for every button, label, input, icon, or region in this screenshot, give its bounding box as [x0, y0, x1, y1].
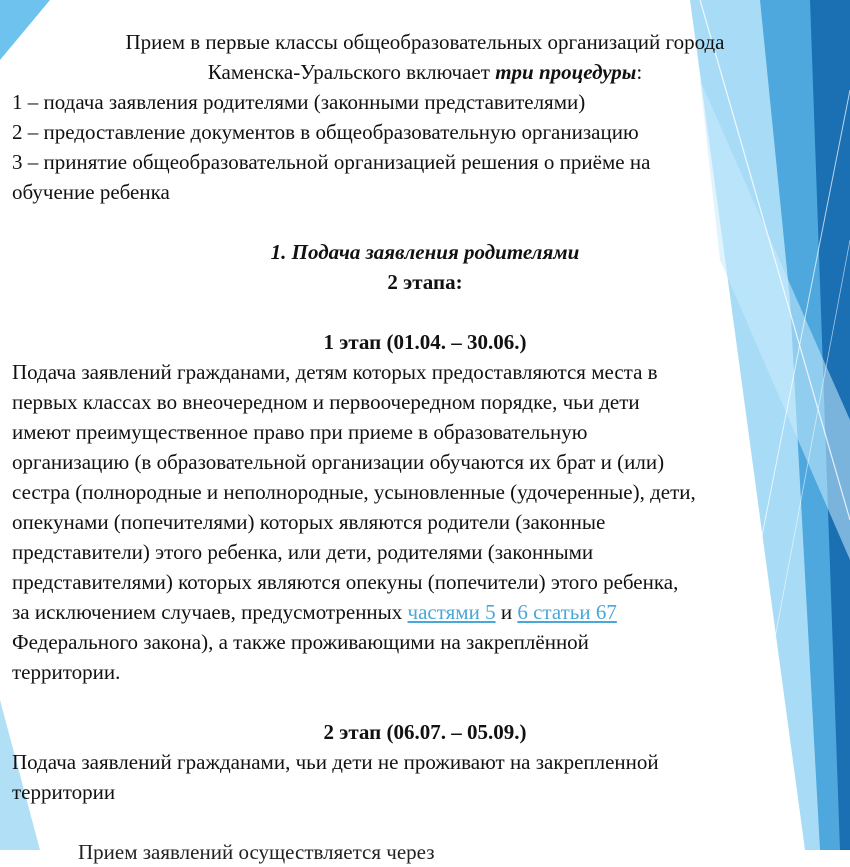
procedure-3: 3 – принятие общеобразовательной организацией решения о приёме на [12, 150, 651, 174]
intro-line-1: Прием в первые классы общеобразовательных организаций города [125, 30, 725, 54]
stage-1-line: Федерального закона), а также проживающими на закреплённой [12, 630, 589, 654]
stage-1-line-9-text: за исключением случаев, предусмотренных [12, 600, 408, 624]
intro-line-2 [0, 57, 850, 87]
stage-1-line: представителями) которых являются опекуны (попечители) этого ребенка, [12, 570, 679, 594]
stage-2-line: территории [12, 780, 116, 804]
stage-1-line-9-and: и [495, 600, 518, 624]
law-part-5-link[interactable]: частями 5 [407, 600, 496, 624]
stage-1-line: организацию (в образовательной организации обучаются их брат и (или) [12, 450, 665, 474]
stage-1-line: Подача заявлений гражданами, детям которых предоставляются места в [12, 360, 658, 384]
section-title: 1. Подача заявления родителями [270, 240, 580, 264]
stage-1-line: представители) этого ребенка, или дети, родителями (законными [12, 540, 594, 564]
intro-line-2-colon: : [636, 60, 643, 84]
law-article-67-link[interactable]: 6 статьи 67 [517, 600, 617, 624]
procedure-3-continued: обучение ребенка [12, 180, 170, 204]
three-procedures-emphasis: три процедуры [495, 60, 637, 84]
cutoff-line: Прием заявлений осуществляется через [78, 840, 435, 864]
procedure-2: 2 – предоставление документов в общеобразовательную организацию [12, 120, 639, 144]
stage-1-line: опекунами (попечителями) которых являются родители (законные [12, 510, 606, 534]
stage-1-line: имеют преимущественное право при приеме в образовательную [12, 420, 588, 444]
stage-1-line: территории. [12, 660, 121, 684]
stage-2-line: Подача заявлений гражданами, чьи дети не проживают на закрепленной [12, 750, 659, 774]
stage-1-line: сестра (полнородные и неполнородные, усыновленные (удочеренные), дети, [12, 480, 696, 504]
section-subtitle: 2 этапа: [387, 270, 463, 294]
stage-1-heading: 1 этап (01.04. – 30.06.) [323, 330, 527, 354]
stage-1-line-with-links [12, 597, 617, 627]
intro-line-2-text: Каменска-Уральского включает [207, 60, 496, 84]
stage-1-line: первых классах во внеочередном и первоочередном порядке, чьи дети [12, 390, 640, 414]
procedure-1: 1 – подача заявления родителями (законными представителями) [12, 90, 586, 114]
stage-2-heading: 2 этап (06.07. – 05.09.) [323, 720, 527, 744]
